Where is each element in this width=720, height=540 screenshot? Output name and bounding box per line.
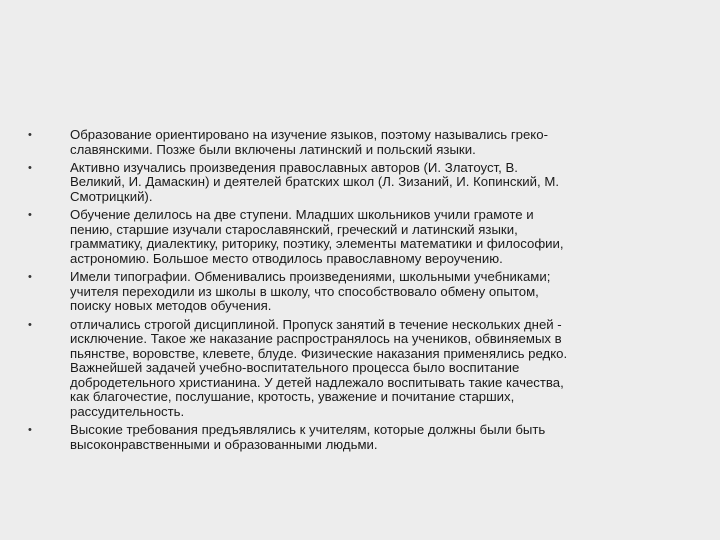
bullet-text-line: астрономию. Большое место отводилось православному вероучению.: [70, 250, 503, 266]
bullet-text-line: славянскими. Позже были включены латинский и польский языки.: [70, 141, 476, 157]
bullet-text-line: учителя переходили из школы в школу, что способствовало обмену опытом,: [70, 283, 539, 299]
bullet-text-line: отличались строгой дисциплиной. Пропуск занятий в течение нескольких дней -: [70, 316, 562, 332]
bullet-item: [0, 208, 720, 266]
bullet-text-line: добродетельного христианина. У детей надлежало воспитывать такие качества,: [70, 374, 564, 390]
bullet-text-line: Имели типографии. Обменивались произведениями, школьными учебниками;: [70, 269, 551, 285]
bullet-text-line: Важнейшей задачей учебно-воспитательного процесса было воспитание: [70, 360, 520, 376]
bullet-item: [0, 318, 720, 420]
bullet-text-line: рассудительность.: [70, 404, 185, 420]
bullet-item: [0, 161, 720, 205]
bullet-text-line: грамматику, диалектику, риторику, поэтику, элементы математики и философии,: [70, 236, 564, 252]
bullet-text-line: исключение. Такое же наказание распространялось на учеников, обвиняемых в: [70, 331, 562, 347]
bullet-item: [0, 423, 720, 452]
bullet-text-line: поиску новых методов обучения.: [70, 298, 272, 314]
bullet-text-line: пьянстве, воровстве, клевете, блуде. Физические наказания применялись редко.: [70, 345, 568, 361]
bullet-point-icon: •: [28, 424, 32, 437]
bullet-item: [0, 270, 720, 314]
bullet-text-line: Великий, И. Дамаскин) и деятелей братских школ (Л. Зизаний, И. Копинский, М.: [70, 174, 559, 190]
bullet-item: [0, 128, 720, 157]
bullet-text-line: высоконравственными и образованными людьми.: [70, 436, 378, 452]
bullet-text-line: как благочестие, послушание, кротость, уважение и почитание старших,: [70, 389, 515, 405]
bullet-text-line: Обучение делилось на две ступени. Младших школьников учили грамоте и: [70, 207, 534, 223]
bullet-point-icon: •: [28, 209, 32, 222]
bullet-text-line: пению, старшие изучали старославянский, греческий и латинский языки,: [70, 221, 518, 237]
bullet-point-icon: •: [28, 271, 32, 284]
bullet-text-line: Смотрицкий).: [70, 188, 153, 204]
bullet-point-icon: •: [28, 318, 32, 331]
bullet-text-line: Образование ориентировано на изучение языков, поэтому назывались греко-: [70, 127, 548, 142]
bullet-point-icon: •: [28, 129, 32, 141]
bullet-point-icon: •: [28, 161, 32, 174]
bullet-text-line: Высокие требования предъявлялись к учителям, которые должны были быть: [70, 422, 546, 438]
bullet-list: [0, 128, 720, 456]
bullet-text-line: Активно изучались произведения православных авторов (И. Златоуст, В.: [70, 159, 518, 175]
